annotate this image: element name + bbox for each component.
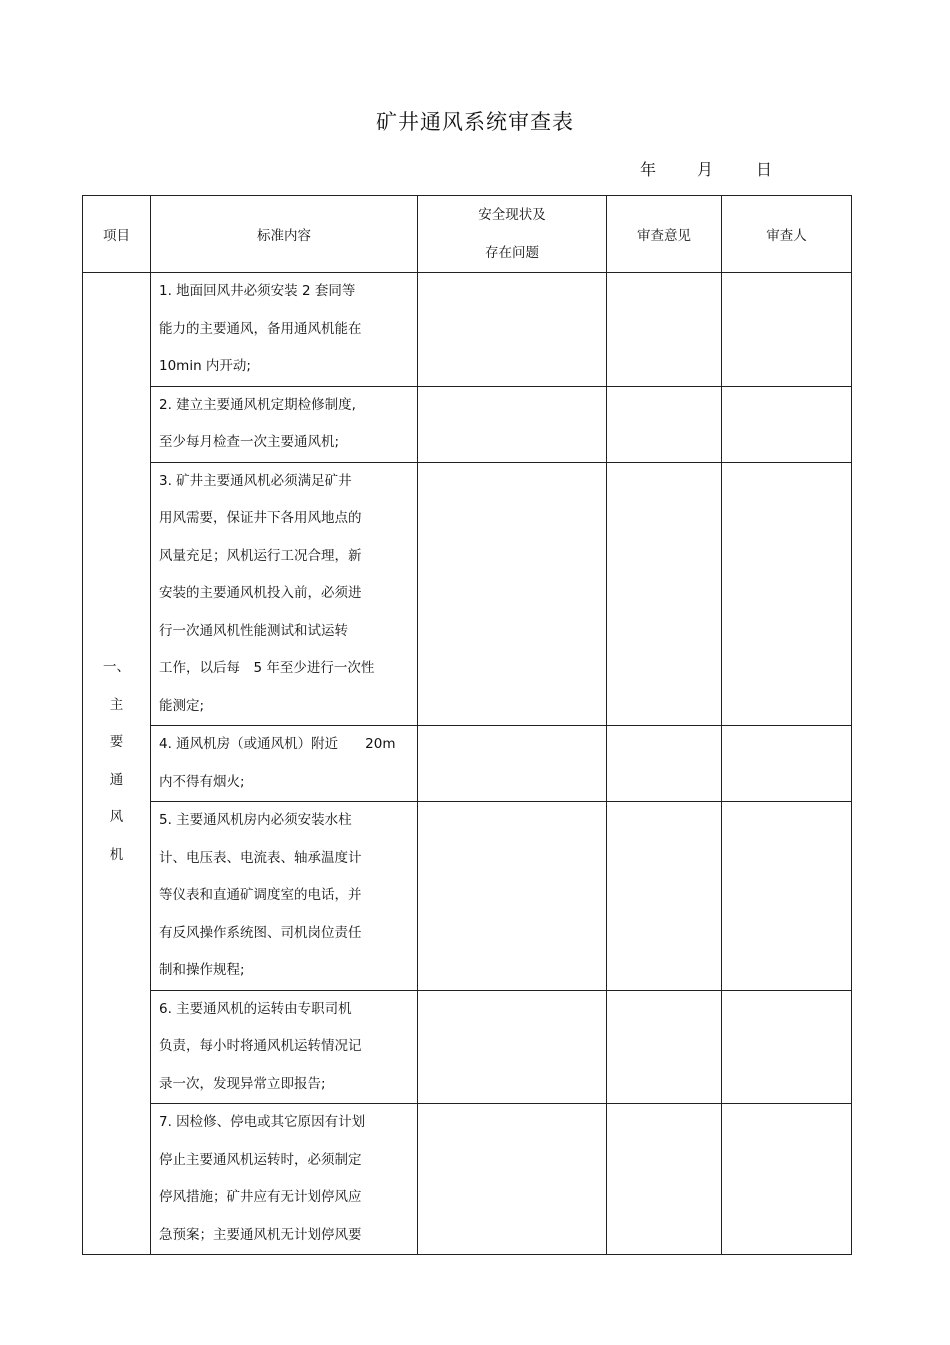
standard-line: 6. 主要通风机的运转由专职司机 (159, 1000, 352, 1017)
opinion-cell[interactable] (607, 990, 722, 1104)
standard-cell (151, 386, 418, 462)
item-label-char: 机 (109, 846, 124, 863)
standard-line: 负责，每小时将通风机运转情况记 (159, 1038, 362, 1054)
reviewer-cell[interactable] (722, 802, 852, 991)
item-label-char: 要 (109, 734, 124, 750)
standard-line: 至少每月检查一次主要通风机; (159, 434, 340, 450)
header-item: 项目 (83, 196, 151, 273)
table-row (83, 802, 852, 991)
standard-cell (151, 462, 418, 726)
item-label-char: 通 (109, 771, 124, 788)
standard-cell (151, 802, 418, 991)
standard-cell (151, 726, 418, 802)
status-cell[interactable] (418, 1104, 607, 1255)
table-row (83, 990, 852, 1104)
standard-line: 停风措施；矿井应有无计划停风应 (159, 1189, 362, 1205)
table-row (83, 462, 852, 726)
status-cell[interactable] (418, 273, 607, 387)
standard-line: 能力的主要通风，备用通风机能在 (159, 320, 362, 337)
standard-line: 4. 通风机房（或通风机）附近 20m (159, 736, 396, 752)
item-label-char: 风 (109, 809, 124, 825)
reviewer-cell[interactable] (722, 1104, 852, 1255)
header-standard: 标准内容 (151, 196, 418, 273)
standard-line: 工作，以后每 5 年至少进行一次性 (159, 660, 375, 676)
header-status (418, 196, 607, 273)
header-status-line: 安全现状及 (478, 207, 546, 223)
standard-cell (151, 990, 418, 1104)
standard-line: 3. 矿井主要通风机必须满足矿井 (159, 472, 352, 489)
reviewer-cell[interactable] (722, 726, 852, 802)
header-status-line: 存在问题 (485, 245, 539, 261)
reviewer-cell[interactable] (722, 462, 852, 726)
standard-line: 等仪表和直通矿调度室的电话，并 (159, 887, 362, 903)
review-table (82, 195, 852, 1255)
standard-cell (151, 1104, 418, 1255)
date-day-label: 日 (756, 160, 773, 179)
status-cell[interactable] (418, 386, 607, 462)
standard-line: 2. 建立主要通风机定期检修制度, (159, 396, 356, 413)
standard-line: 能测定; (159, 697, 205, 714)
date-year-label: 年 (640, 160, 657, 179)
opinion-cell[interactable] (607, 802, 722, 991)
header-reviewer: 审查人 (722, 196, 852, 273)
table-row (83, 726, 852, 802)
status-cell[interactable] (418, 726, 607, 802)
status-cell[interactable] (418, 990, 607, 1104)
opinion-cell[interactable] (607, 273, 722, 387)
header-opinion: 审查意见 (607, 196, 722, 273)
date-month-label: 月 (697, 160, 714, 179)
standard-line: 7. 因检修、停电或其它原因有计划 (159, 1114, 366, 1130)
standard-line: 计、电压表、电流表、轴承温度计 (159, 849, 362, 866)
standard-line: 内不得有烟火; (159, 773, 245, 790)
page-title: 矿井通风系统审查表 (376, 110, 574, 134)
item-label-char: 一、 (103, 659, 130, 675)
standard-line: 1. 地面回风井必须安装 2 套同等 (159, 283, 356, 299)
opinion-cell[interactable] (607, 726, 722, 802)
status-cell[interactable] (418, 462, 607, 726)
reviewer-cell[interactable] (722, 990, 852, 1104)
standard-line: 停止主要通风机运转时，必须制定 (159, 1151, 362, 1168)
reviewer-cell[interactable] (722, 273, 852, 387)
opinion-cell[interactable] (607, 386, 722, 462)
standard-line: 急预案；主要通风机无计划停风要 (159, 1226, 362, 1243)
standard-line: 5. 主要通风机房内必须安装水柱 (159, 812, 352, 828)
item-label-char: 主 (109, 696, 124, 713)
standard-cell (151, 273, 418, 387)
item-main-fan (83, 273, 151, 1255)
standard-line: 录一次，发现异常立即报告; (159, 1075, 326, 1092)
table-row (83, 1104, 852, 1255)
status-cell[interactable] (418, 802, 607, 991)
standard-line: 10min 内开动; (159, 358, 251, 374)
standard-line: 用风需要，保证井下各用风地点的 (159, 510, 362, 526)
header-row (83, 196, 852, 273)
standard-line: 制和操作规程; (159, 962, 245, 978)
table-row (83, 273, 852, 387)
standard-line: 有反风操作系统图、司机岗位责任 (159, 924, 362, 941)
opinion-cell[interactable] (607, 1104, 722, 1255)
standard-line: 风量充足；风机运行工况合理，新 (159, 547, 362, 564)
reviewer-cell[interactable] (722, 386, 852, 462)
standard-line: 行一次通风机性能测试和试运转 (159, 622, 348, 639)
standard-line: 安装的主要通风机投入前，必须进 (159, 585, 362, 601)
opinion-cell[interactable] (607, 462, 722, 726)
table-row (83, 386, 852, 462)
